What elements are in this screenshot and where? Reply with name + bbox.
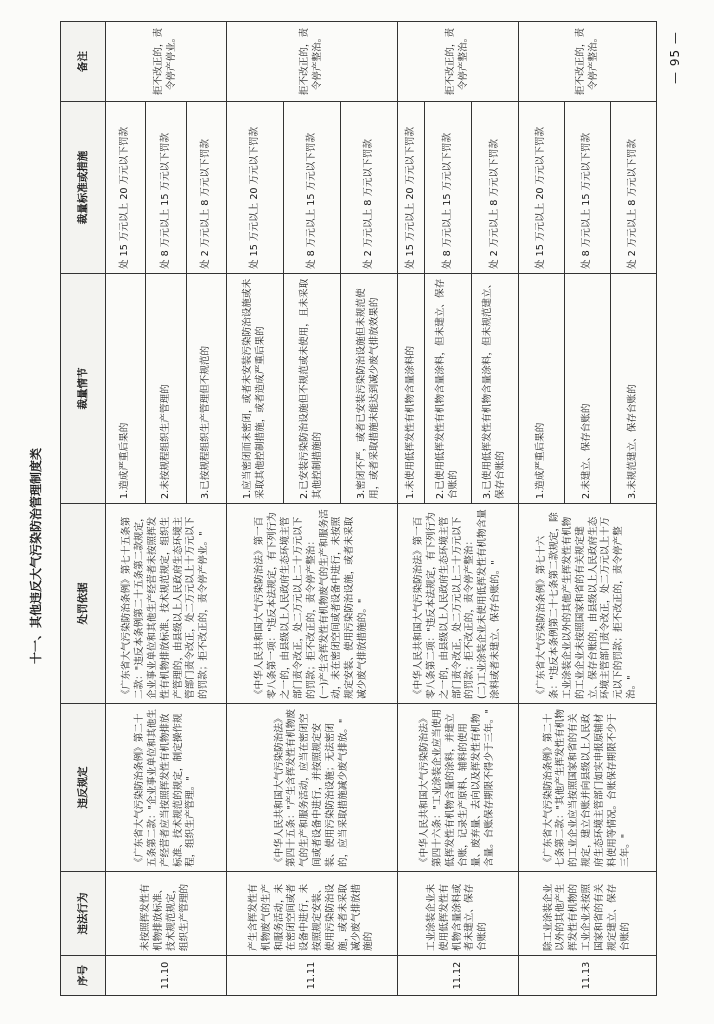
illegal-act: 除工业涂装企业以外的其他产生挥发性有机物的工业企业未按照国家和省的有关规定建立、保存台账的: [519, 872, 657, 956]
header-violated: 违反规定: [61, 704, 106, 872]
penalty-standard: 处 2 万元以上 8 万元以下罚款: [186, 102, 226, 274]
section-caption: 十一、其他违反大气污染防治管理制度类: [29, 447, 43, 664]
penalty-standard: 处 8 万元以上 15 万元以下罚款: [146, 102, 186, 274]
table-row: [106, 22, 146, 996]
penalty-standard: 处 15 万元以上 20 万元以下罚款: [519, 102, 565, 274]
penalty-basis: 《中华人民共和国大气污染防治法》第一百零八条第一项："违反本法规定，有下列行为之一的，由县级以上人民政府生态环境主管部门责令改正，处二万元以上二十万元以下的罚款；拒不改正的，责令停产整治： (一)产生含挥发性有机物废气的生产和服务活动，未在密闭空间或者设备中进行，未按照规定安装、使用污染防治设施，或者未采取减少废气排放措施的。": [227, 504, 398, 704]
header-standard: 裁量标准或措施: [61, 102, 106, 274]
circumstance: 2.已安装污染防治设施但不规范或未使用，且未采取其他控制措施的: [284, 274, 341, 504]
header-seq: 序号: [61, 956, 106, 996]
header-note: 备注: [61, 22, 106, 102]
penalty-standard: 处 2 万元以上 8 万元以下罚款: [610, 102, 656, 274]
page-number: — 95 —: [668, 31, 682, 84]
header-basis: 处罚依据: [61, 504, 106, 704]
circumstance: 2.未建立、保存台账的: [565, 274, 611, 504]
row-number: 11.10: [106, 956, 227, 996]
circumstance: 2.已使用低挥发性有机物含量涂料，但未建立、保存台账的: [425, 274, 472, 504]
circumstance: 3.未规范建立、保存台账的: [610, 274, 656, 504]
penalty-standard: 处 15 万元以上 20 万元以下罚款: [227, 102, 284, 274]
penalty-standard: 处 8 万元以上 15 万元以下罚款: [565, 102, 611, 274]
violated-provision: 《中华人民共和国大气污染防治法》第四十五条："产生含挥发性有机物废气的生产和服务活动，应当在密闭空间或者设备中进行，并按照规定安装、使用污染防治设施；无法密闭的，应当采取措施减少废气排放。": [227, 704, 398, 872]
illegal-act: 工业涂装企业未使用低挥发性有机物含量涂料或者未建立、保存台账的: [397, 872, 518, 956]
circumstance: 1.应当密闭而未密闭，或者未安装污染防治设施或未采取其他控制措施，或者造成严重后果的: [227, 274, 284, 504]
circumstance: 2.未按规程组织生产管理的: [146, 274, 186, 504]
penalty-standard: 处 8 万元以上 15 万元以下罚款: [284, 102, 341, 274]
table-header-row: [61, 22, 106, 996]
circumstance: 1.造成严重后果的: [519, 274, 565, 504]
table-row: [227, 22, 284, 996]
row-number: 11.12: [397, 956, 518, 996]
circumstance: 3.密闭不严，或者已安装污染防治设施但未规范使用，或者采取措施未能达到减少废气排放效果的: [341, 274, 398, 504]
illegal-act: 未按照挥发性有机物排放标准、技术规范规定，组织生产管理的: [106, 872, 227, 956]
row-number: 11.11: [227, 956, 398, 996]
remark: 拒不改正的，责令停产整治。: [397, 22, 518, 102]
header-act: 违法行为: [61, 872, 106, 956]
violated-provision: 《广东省大气污染防治条例》第二十五条第二款："企业事业单位和其他生产经营者应当按照挥发性有机物排放标准、技术规范的规定，制定操作规程，组织生产管理。": [106, 704, 227, 872]
penalty-standard: 处 2 万元以上 8 万元以下罚款: [341, 102, 398, 274]
violated-provision: 《广东省大气污染防治条例》第二十七条第二款："其他产生挥发性有机物的工业企业应当按照国家和省的有关规定，建立台账并向县级以上人民政府生态环境主管部门如实申报原辅材料使用等情况。台账保存期限不少于三年。": [519, 704, 657, 872]
remark: 拒不改正的，责令停产整治。: [227, 22, 398, 102]
table-row: [397, 22, 424, 996]
row-number: 11.13: [519, 956, 657, 996]
remark: 拒不改正的，责令停产整治。: [519, 22, 657, 102]
circumstance: 1.未使用低挥发性有机物含量涂料的: [397, 274, 424, 504]
header-circumstance: 裁量情节: [61, 274, 106, 504]
penalty-standard: 处 8 万元以上 15 万元以下罚款: [425, 102, 472, 274]
illegal-act: 产生含挥发性有机物废气的生产和服务活动，未在密闭空间或者设备中进行，未按照规定安装、使用污染防治设施，或者未采取减少废气排放措施的: [227, 872, 398, 956]
penalty-standard: 处 15 万元以上 20 万元以下罚款: [397, 102, 424, 274]
penalty-standard: 处 2 万元以上 8 万元以下罚款: [472, 102, 519, 274]
circumstance: 3.已使用低挥发性有机物含量涂料，但未规范建立、保存台账的: [472, 274, 519, 504]
circumstance: 3.已按规程组织生产管理但不规范的: [186, 274, 226, 504]
remark: 拒不改正的，责令停产停业。: [106, 22, 227, 102]
penalty-basis: 《广东省大气污染防治条例》第七十六条："违反本条例第二十七条第二款规定，除工业涂装企业以外的其他产生挥发性有机物的工业企业未按照国家和省的有关规定建立、保存台账的，由县级以上人民政府生态环境主管部门责令改正，处二万元以上十万元以下的罚款；拒不改正的，责令停产整治。": [519, 504, 657, 704]
violated-provision: 《中华人民共和国大气污染防治法》第四十六条："工业涂装企业应当使用低挥发性有机物含量的涂料，并建立台账，记录生产原料、辅料的使用量、废弃量、去向以及挥发性有机物含量。台账保存期限不得少于三年。": [397, 704, 518, 872]
penalty-basis: 《中华人民共和国大气污染防治法》第一百零八条第二项："违反本法规定，有下列行为之一的，由县级以上人民政府生态环境主管部门责令改正，处二万元以上二十万元以下的罚款；拒不改正的，责令停产整治： (二)工业涂装企业未使用低挥发性有机物含量涂料或者未建立、保存台账的。": [397, 504, 518, 704]
circumstance: 1.造成严重后果的: [106, 274, 146, 504]
penalty-basis: 《广东省大气污染防治条例》第七十五条第二款："违反本条例第二十五条第二款规定，企业事业单位和其他生产经营者未按照挥发性有机物排放标准、技术规范规定，组织生产管理的，由县级以上人民政府生态环境主管部门责令改正，处二万元以上十万元以下的罚款；拒不改正的，责令停产停业。": [106, 504, 227, 704]
penalty-standard: 处 15 万元以上 20 万元以下罚款: [106, 102, 146, 274]
penalty-table: [60, 21, 657, 996]
table-row: [519, 22, 565, 996]
